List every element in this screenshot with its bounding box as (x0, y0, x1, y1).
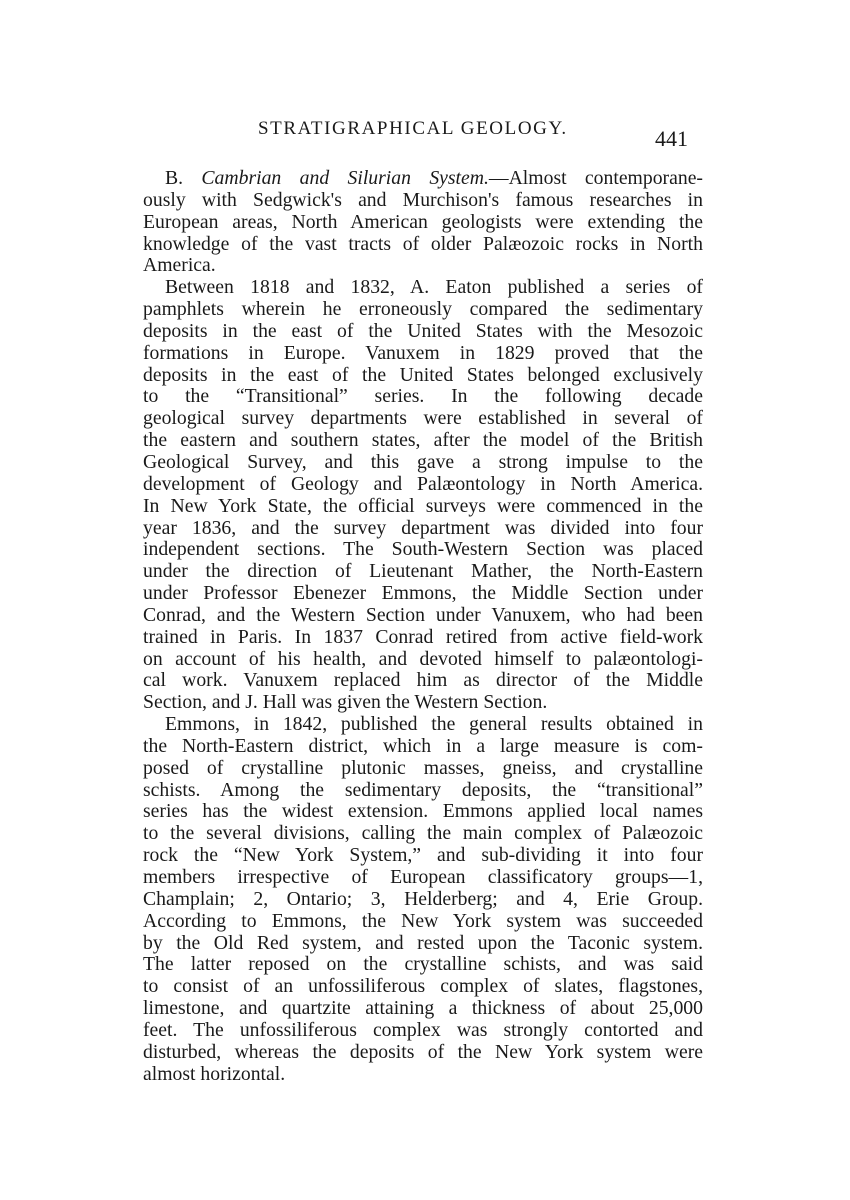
text-line: America. (143, 254, 216, 277)
text-line: to consist of an unfossiliferous complex of slates, flagstones, (143, 975, 703, 998)
text-line: pamphlets wherein he erroneously compared the sedimentary (143, 298, 703, 321)
text-line: Champlain; 2, Ontario; 3, Helderberg; and 4, Erie Group. (143, 887, 703, 910)
text-line: knowledge of the vast tracts of older Palæozoic rocks in North (143, 232, 703, 255)
text-line: independent sections. The South-Western Section was placed (143, 538, 703, 561)
page-number: 441 (655, 126, 688, 151)
text-line: limestone, and quartzite attaining a thickness of about 25,000 (143, 997, 703, 1020)
text-line: almost horizontal. (143, 1062, 286, 1085)
paragraph-cambrian-silurian (143, 168, 703, 277)
paragraph-eaton-vanuxem (143, 277, 703, 714)
text-line: European areas, North American geologists were extending the (143, 210, 703, 233)
text-line: Conrad, and the Western Section under Vanuxem, who had been (143, 603, 703, 626)
text-line: deposits in the east of the United States belonged exclusively (143, 363, 703, 386)
text-line: schists. Among the sedimentary deposits, the “transitional” (143, 778, 703, 801)
section-letter: B. (165, 167, 202, 189)
text-line: trained in Paris. In 1837 Conrad retired from active field-work (143, 625, 703, 648)
text-line: feet. The unfossiliferous complex was strongly contorted and (143, 1018, 703, 1041)
text-line: members irrespective of European classificatory groups—1, (143, 866, 703, 888)
text-line: development of Geology and Palæontology in North America. (143, 472, 703, 495)
text-line: by the Old Red system, and rested upon the Taconic system. (143, 931, 703, 954)
running-head: STRATIGRAPHICAL GEOLOGY. (258, 118, 568, 139)
text-line: disturbed, whereas the deposits of the New York system were (143, 1040, 703, 1063)
text-line: The latter reposed on the crystalline schists, and was said (143, 953, 703, 976)
text-line: deposits in the east of the United States with the Mesozoic (143, 319, 703, 342)
text-line: on account of his health, and devoted himself to palæontologi- (143, 647, 703, 670)
text-line: geological survey departments were established in several of (143, 407, 703, 430)
text-line: ously with Sedgwick's and Murchison's famous researches in (143, 188, 703, 211)
text-line (143, 168, 703, 190)
text-line: According to Emmons, the New York system was succeeded (143, 909, 703, 932)
text-line: cal work. Vanuxem replaced him as director of the Middle (143, 669, 703, 692)
text-line: to the “Transitional” series. In the following decade (143, 385, 703, 408)
line-text: —Almost contemporane- (488, 167, 703, 189)
text-line: series has the widest extension. Emmons applied local names (143, 800, 703, 823)
text-line: the North-Eastern district, which in a large measure is com- (143, 734, 703, 757)
text-line: year 1836, and the survey department was divided into four (143, 516, 703, 539)
section-heading: Cambrian and Silurian System. (201, 167, 489, 189)
text-line: In New York State, the official surveys were commenced in the (143, 494, 703, 517)
text-line: the eastern and southern states, after the model of the British (143, 429, 703, 452)
text-line: Geological Survey, and this gave a strong impulse to the (143, 450, 703, 473)
paragraph-emmons (143, 714, 703, 1085)
text-line: Between 1818 and 1832, A. Eaton published a series of (165, 276, 703, 299)
text-line: formations in Europe. Vanuxem in 1829 proved that the (143, 341, 703, 364)
text-line: Emmons, in 1842, published the general results obtained in (165, 713, 703, 736)
text-line: under the direction of Lieutenant Mather, the North-Eastern (143, 560, 703, 583)
text-line: rock the “New York System,” and sub-dividing it into four (143, 844, 703, 867)
text-line: posed of crystalline plutonic masses, gneiss, and crystalline (143, 756, 703, 779)
text-line: Section, and J. Hall was given the Western Section. (143, 691, 548, 714)
body-text (143, 168, 703, 1085)
text-line: to the several divisions, calling the main complex of Palæozoic (143, 822, 703, 845)
text-line: under Professor Ebenezer Emmons, the Middle Section under (143, 582, 703, 605)
